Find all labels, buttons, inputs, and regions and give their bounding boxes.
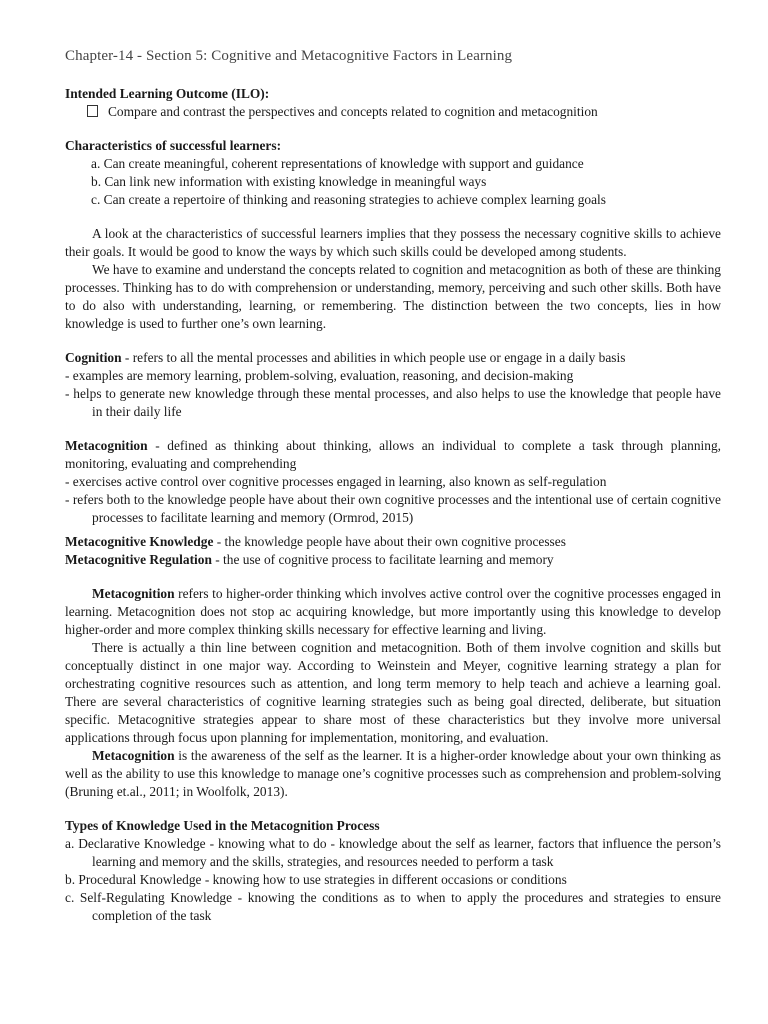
list-item: c. Can create a repertoire of thinking and reasoning strategies to achieve complex learning goals (91, 192, 606, 207)
page-title: Chapter-14 - Section 5: Cognitive and Metacognitive Factors in Learning (65, 48, 513, 64)
body-paragraph: There is actually a thin line between cognition and metacognition. Both of them involve cognition and skills but conceptually distinct in one major way. According to Weinstein and Meyer, cognitive learning strategy a plan for orchestrating cognitive resources such as attention, and long term memory to help teach and achieve a learning goal. There are several characteristics of cognitive learning strategies such as being goal directed, deliberate, but situation specific. Metacognitive strategies appear to share most of these characteristics but they involve more universal applications through focus upon planning for implementation, monitoring, and evaluation. (65, 640, 721, 745)
ilo-heading: Intended Learning Outcome (ILO): (65, 86, 270, 101)
metacognitive-regulation-term: Metacognitive Regulation (65, 552, 212, 567)
body-term: Metacognition (92, 748, 175, 763)
intro-paragraph: We have to examine and understand the concepts related to cognition and metacognition as both of these are thinking processes. Thinking has to do with comprehension or understanding, memory, perceiving and such other skills. Both have to do also with understanding, learning, or remembering. The distinction between the two concepts, lies in how knowledge is used to further one’s own learning. (65, 262, 721, 331)
list-item: b. Procedural Knowledge - knowing how to use strategies in different occasions or conditions (65, 872, 567, 887)
body-text: refers to higher-order thinking which involves active control over the cognitive processes engaged in learning. Metacognition does not stop ac acquiring knowledge, but more importantly using this knowledge to develop higher-order and more complex thinking skills necessary for effective learning and living. (65, 586, 721, 637)
cognition-point: - examples are memory learning, problem-solving, evaluation, reasoning, and decision-making (65, 368, 574, 383)
list-item: c. Self-Regulating Knowledge - knowing the conditions as to when to apply the procedures and strategies to ensure completion of the task (65, 890, 721, 923)
body-term: Metacognition (92, 586, 175, 601)
list-item: a. Can create meaningful, coherent representations of knowledge with support and guidance (91, 156, 584, 171)
metacognition-definition-text: - defined as thinking about thinking, allows an individual to complete a task through planning, monitoring, evaluating and comprehending (65, 438, 721, 471)
cognition-definition (65, 349, 721, 367)
list-item: a. Declarative Knowledge - knowing what to do - knowledge about the self as learner, factors that influence the person’s learning and memory and the skills, strategies, and resources needed to perform a task (65, 836, 721, 869)
characteristics-heading: Characteristics of successful learners: (65, 138, 282, 153)
metacognitive-regulation (65, 551, 721, 569)
metacognition-term: Metacognition (65, 438, 148, 453)
list-item: b. Can link new information with existing knowledge in meaningful ways (91, 174, 487, 189)
metacognitive-regulation-text: - the use of cognitive process to facilitate learning and memory (211, 552, 554, 567)
ilo-bullet (65, 103, 721, 121)
intro-paragraph: A look at the characteristics of successful learners implies that they possess the necessary cognitive skills to achieve their goals. It would be good to know the ways by which such skills could be developed among students. (65, 226, 721, 259)
metacognition-point: - exercises active control over cognitive processes engaged in learning, also known as self-regulation (65, 474, 607, 489)
metacognition-definition (65, 437, 721, 473)
metacognitive-knowledge-text: - the knowledge people have about their own cognitive processes (213, 534, 566, 549)
metacognitive-knowledge (65, 533, 721, 551)
body-text: is the awareness of the self as the learner. It is a higher-order knowledge about your own thinking as well as the ability to use this knowledge to manage one’s cognitive processes such as comprehension and problem-solving (Bruning et.al., 2011; in Woolfolk, 2013). (65, 748, 721, 799)
checkbox-bullet-icon (87, 105, 98, 117)
body-paragraph (65, 747, 721, 801)
metacognition-point: - refers both to the knowledge people have about their own cognitive processes and the intentional use of certain cognitive processes to facilitate learning and memory (Ormrod, 2015) (65, 492, 721, 525)
metacognitive-knowledge-term: Metacognitive Knowledge (65, 534, 214, 549)
cognition-point: - helps to generate new knowledge through these mental processes, and also helps to use the knowledge that people have in their daily life (65, 386, 721, 419)
cognition-term: Cognition (65, 350, 122, 365)
cognition-definition-text: - refers to all the mental processes and abilities in which people use or engage in a daily basis (121, 350, 626, 365)
types-heading: Types of Knowledge Used in the Metacognition Process (65, 818, 380, 833)
body-paragraph (65, 585, 721, 639)
ilo-bullet-text: Compare and contrast the perspectives and concepts related to cognition and metacognition (108, 104, 598, 119)
